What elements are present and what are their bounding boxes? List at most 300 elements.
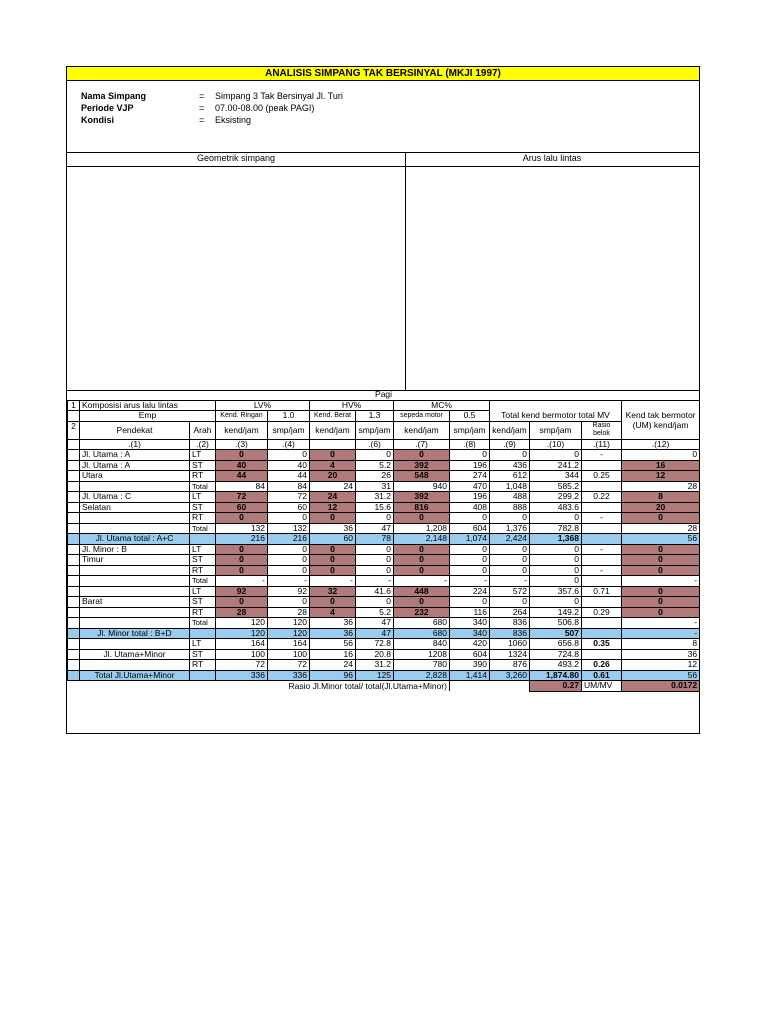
value-cell <box>582 576 622 587</box>
header-cell: 1 <box>68 400 80 411</box>
value-cell: - <box>394 576 450 587</box>
value-cell: 0 <box>356 544 394 555</box>
value-cell: 32 <box>310 586 356 597</box>
analysis-sheet <box>66 66 700 734</box>
header-cell: kend/jam <box>310 421 356 439</box>
table-row <box>68 534 700 545</box>
header-cell: 1.3 <box>356 411 394 422</box>
value-cell: 0 <box>268 513 310 524</box>
value-cell: 24 <box>310 481 356 492</box>
value-cell: 0 <box>216 565 268 576</box>
direction-cell: RT <box>190 513 216 524</box>
value-cell: 264 <box>490 607 530 618</box>
data-rows <box>68 450 700 681</box>
header-cell: Kend tak bermotor (UM) kend/jam <box>622 400 700 439</box>
value-cell: 483.6 <box>530 502 582 513</box>
row-index-cell <box>68 597 80 608</box>
value-cell: - <box>490 576 530 587</box>
value-cell: 96 <box>310 670 356 681</box>
value-cell: 0.35 <box>582 639 622 650</box>
row-index-cell <box>68 607 80 618</box>
direction-cell: LT <box>190 586 216 597</box>
value-cell: 0 <box>622 513 700 524</box>
row-index-cell <box>68 534 80 545</box>
header-cell: smp/jam <box>268 421 310 439</box>
value-cell: 28 <box>622 523 700 534</box>
value-cell: 604 <box>450 523 490 534</box>
value-cell: 16 <box>622 460 700 471</box>
value-cell: 0 <box>216 450 268 461</box>
value-cell: 0 <box>530 513 582 524</box>
value-cell: 470 <box>450 481 490 492</box>
direction-cell <box>190 534 216 545</box>
value-cell: 0.29 <box>582 607 622 618</box>
value-cell: 585.2 <box>530 481 582 492</box>
value-cell: 604 <box>450 649 490 660</box>
value-cell: 888 <box>490 502 530 513</box>
direction-cell: Total <box>190 576 216 587</box>
value-cell: 392 <box>394 460 450 471</box>
value-cell: 507 <box>530 628 582 639</box>
value-cell: 0 <box>394 450 450 461</box>
direction-cell: LT <box>190 492 216 503</box>
value-cell: 0 <box>268 555 310 566</box>
value-cell: 2,828 <box>394 670 450 681</box>
value-cell: 836 <box>490 628 530 639</box>
value-cell: 0 <box>216 544 268 555</box>
value-cell <box>582 555 622 566</box>
ratio-value: 0.27 <box>530 681 582 692</box>
direction-cell: RT <box>190 607 216 618</box>
info-eq: = <box>199 103 205 113</box>
value-cell: 40 <box>268 460 310 471</box>
direction-cell: Total <box>190 523 216 534</box>
value-cell: 1,048 <box>490 481 530 492</box>
value-cell: 0 <box>216 555 268 566</box>
value-cell: 216 <box>268 534 310 545</box>
value-cell: 92 <box>216 586 268 597</box>
value-cell: 299.2 <box>530 492 582 503</box>
info-value: Eksisting <box>215 115 252 125</box>
value-cell: 0 <box>394 513 450 524</box>
header-cell: .(3) <box>216 439 268 450</box>
ratio-unit: UM/MV <box>582 681 622 692</box>
row-index-cell <box>68 649 80 660</box>
value-cell: 232 <box>394 607 450 618</box>
approach-label <box>80 639 190 650</box>
approach-label: Barat <box>80 597 190 608</box>
value-cell: 340 <box>450 618 490 629</box>
value-cell: 72 <box>216 492 268 503</box>
value-cell <box>582 481 622 492</box>
row-index-cell <box>68 481 80 492</box>
value-cell: - <box>582 513 622 524</box>
table-row <box>68 460 700 471</box>
value-cell: 20 <box>622 502 700 513</box>
approach-label <box>80 565 190 576</box>
value-cell: 840 <box>394 639 450 650</box>
header-cell: Kend. Ringan <box>216 411 268 422</box>
header-cell <box>490 400 622 411</box>
value-cell <box>582 523 622 534</box>
value-cell: 0 <box>530 576 582 587</box>
value-cell: 0 <box>622 597 700 608</box>
header-cell <box>68 439 80 450</box>
approach-label: Jl. Utama+Minor <box>80 649 190 660</box>
info-value: Simpang 3 Tak Bersinyal Jl. Turi <box>215 91 343 101</box>
value-cell: 1324 <box>490 649 530 660</box>
table-row <box>68 492 700 503</box>
header-cell: .(7) <box>394 439 450 450</box>
value-cell <box>582 649 622 660</box>
header-row-3 <box>68 421 700 439</box>
value-cell: 132 <box>268 523 310 534</box>
row-index-cell <box>68 471 80 482</box>
value-cell: 0 <box>622 607 700 618</box>
value-cell <box>582 460 622 471</box>
value-cell: 0 <box>394 555 450 566</box>
value-cell: 100 <box>268 649 310 660</box>
value-cell: 572 <box>490 586 530 597</box>
value-cell: 0 <box>268 544 310 555</box>
value-cell: - <box>622 628 700 639</box>
value-cell: 1,368 <box>530 534 582 545</box>
value-cell <box>582 534 622 545</box>
value-cell: 132 <box>216 523 268 534</box>
direction-cell: RT <box>190 660 216 671</box>
approach-label: Jl. Utama : C <box>80 492 190 503</box>
value-cell: 2,424 <box>490 534 530 545</box>
header-cell: Arah <box>190 421 216 439</box>
row-index-cell <box>68 576 80 587</box>
approach-label <box>80 481 190 492</box>
approach-label <box>80 660 190 671</box>
header-cell: Rasio belok <box>582 421 622 439</box>
direction-cell: ST <box>190 649 216 660</box>
header-cell: HV% <box>310 400 394 411</box>
value-cell: 72 <box>268 660 310 671</box>
info-row-periode <box>81 102 343 114</box>
value-cell: 20 <box>310 471 356 482</box>
value-cell: 60 <box>216 502 268 513</box>
value-cell: 493.2 <box>530 660 582 671</box>
value-cell: 120 <box>268 618 310 629</box>
row-index-cell <box>68 565 80 576</box>
value-cell: 241.2 <box>530 460 582 471</box>
header-cell: Emp <box>80 411 216 422</box>
table-row <box>68 639 700 650</box>
geometry-panel-label: Geometrik simpang <box>196 153 276 163</box>
value-cell: 1208 <box>394 649 450 660</box>
sheet-title: ANALISIS SIMPANG TAK BERSINYAL (MKJI 1997) <box>67 67 699 81</box>
value-cell: 0 <box>394 544 450 555</box>
value-cell: 12 <box>622 471 700 482</box>
value-cell: 2,148 <box>394 534 450 545</box>
value-cell <box>582 618 622 629</box>
column-number-row <box>68 439 700 450</box>
value-cell: 336 <box>268 670 310 681</box>
value-cell: 0 <box>622 450 700 461</box>
value-cell: 0 <box>622 544 700 555</box>
value-cell: 56 <box>622 670 700 681</box>
value-cell: 92 <box>268 586 310 597</box>
value-cell: 0 <box>530 555 582 566</box>
value-cell: 36 <box>310 523 356 534</box>
row-index-cell <box>68 628 80 639</box>
value-cell: 0 <box>310 544 356 555</box>
direction-cell <box>190 670 216 681</box>
value-cell: - <box>356 576 394 587</box>
value-cell: 1,874.80 <box>530 670 582 681</box>
divider <box>67 166 699 167</box>
value-cell: 0 <box>622 555 700 566</box>
value-cell: 72.8 <box>356 639 394 650</box>
value-cell: 1060 <box>490 639 530 650</box>
value-cell: 816 <box>394 502 450 513</box>
table-row <box>68 618 700 629</box>
ratio-spacer <box>450 681 490 692</box>
value-cell: 836 <box>490 618 530 629</box>
header-cell: 0.5 <box>450 411 490 422</box>
table-row <box>68 513 700 524</box>
table-row <box>68 586 700 597</box>
direction-cell: ST <box>190 502 216 513</box>
value-cell: - <box>582 565 622 576</box>
header-cell: .(2) <box>190 439 216 450</box>
approach-label <box>80 576 190 587</box>
panel-separator <box>405 152 406 390</box>
value-cell: 56 <box>622 534 700 545</box>
value-cell: - <box>582 450 622 461</box>
value-cell: - <box>622 576 700 587</box>
value-cell: 0 <box>310 555 356 566</box>
value-cell: 680 <box>394 628 450 639</box>
value-cell: 4 <box>310 607 356 618</box>
header-cell: kend/jam <box>394 421 450 439</box>
value-cell: 120 <box>268 628 310 639</box>
row-index-cell <box>68 555 80 566</box>
approach-label: Jl. Utama : A <box>80 450 190 461</box>
header-cell: .(4) <box>268 439 310 450</box>
value-cell: 0 <box>356 565 394 576</box>
table-row <box>68 544 700 555</box>
value-cell: 0.61 <box>582 670 622 681</box>
value-cell: 940 <box>394 481 450 492</box>
traffic-composition-table <box>67 390 700 692</box>
header-cell: .(8) <box>450 439 490 450</box>
value-cell: 0 <box>394 597 450 608</box>
table-row <box>68 628 700 639</box>
value-cell: 0 <box>622 586 700 597</box>
value-cell: 0.26 <box>582 660 622 671</box>
value-cell: 0 <box>394 565 450 576</box>
direction-cell: Total <box>190 481 216 492</box>
direction-cell: LT <box>190 639 216 650</box>
value-cell: 0 <box>490 565 530 576</box>
approach-label: Jl. Minor total : B+D <box>80 628 190 639</box>
value-cell: 100 <box>216 649 268 660</box>
ratio-row <box>68 681 700 692</box>
value-cell: 36 <box>310 628 356 639</box>
table-row <box>68 649 700 660</box>
table-row <box>68 576 700 587</box>
value-cell: 3,260 <box>490 670 530 681</box>
direction-cell: RT <box>190 471 216 482</box>
header-cell: .(6) <box>356 439 394 450</box>
value-cell: 31.2 <box>356 660 394 671</box>
value-cell: 0.25 <box>582 471 622 482</box>
value-cell: - <box>310 576 356 587</box>
value-cell <box>582 597 622 608</box>
value-cell: 1,074 <box>450 534 490 545</box>
table-row <box>68 565 700 576</box>
value-cell: 5.2 <box>356 460 394 471</box>
header-cell: sepeda motor <box>394 411 450 422</box>
row-index-cell <box>68 523 80 534</box>
approach-label: Jl. Utama : A <box>80 460 190 471</box>
header-cell: smp/jam <box>530 421 582 439</box>
info-value: 07.00-08.00 (peak PAGI) <box>215 103 315 113</box>
info-block <box>81 90 343 126</box>
value-cell: 28 <box>622 481 700 492</box>
value-cell: 149.2 <box>530 607 582 618</box>
value-cell: 0 <box>450 450 490 461</box>
info-row-nama <box>81 90 343 102</box>
value-cell: 24 <box>310 492 356 503</box>
info-eq: = <box>199 115 205 125</box>
value-cell: 0 <box>310 450 356 461</box>
value-cell: 340 <box>450 628 490 639</box>
header-cell: smp/jam <box>450 421 490 439</box>
value-cell: 0 <box>450 565 490 576</box>
ratio-um: 0.0172 <box>622 681 700 692</box>
value-cell: 0 <box>216 513 268 524</box>
row-index-cell <box>68 544 80 555</box>
value-cell: 392 <box>394 492 450 503</box>
value-cell: 20.8 <box>356 649 394 660</box>
header-row-1 <box>68 400 700 411</box>
row-index-cell <box>68 492 80 503</box>
table-row <box>68 523 700 534</box>
value-cell: 612 <box>490 471 530 482</box>
value-cell: 60 <box>310 534 356 545</box>
value-cell: 216 <box>216 534 268 545</box>
value-cell: 72 <box>268 492 310 503</box>
value-cell: 224 <box>450 586 490 597</box>
value-cell: 0 <box>450 597 490 608</box>
value-cell: 8 <box>622 639 700 650</box>
row-index-cell <box>68 450 80 461</box>
value-cell: 4 <box>310 460 356 471</box>
value-cell: 16 <box>310 649 356 660</box>
ratio-label: Rasio Jl.Minor total/ total(Jl.Utama+Minor) <box>68 681 450 692</box>
approach-label: Jl. Minor : B <box>80 544 190 555</box>
approach-label <box>80 586 190 597</box>
period-label: Pagi <box>375 390 393 400</box>
value-cell: 782.8 <box>530 523 582 534</box>
value-cell: 60 <box>268 502 310 513</box>
value-cell: 488 <box>490 492 530 503</box>
value-cell: 0.71 <box>582 586 622 597</box>
approach-label <box>80 607 190 618</box>
value-cell: 408 <box>450 502 490 513</box>
row-index-cell <box>68 460 80 471</box>
value-cell: 196 <box>450 492 490 503</box>
value-cell <box>582 628 622 639</box>
value-cell: 656.8 <box>530 639 582 650</box>
header-cell: LV% <box>216 400 310 411</box>
header-cell: .(1) <box>80 439 190 450</box>
value-cell: 436 <box>490 460 530 471</box>
direction-cell: LT <box>190 450 216 461</box>
value-cell: 8 <box>622 492 700 503</box>
row-index-cell <box>68 670 80 681</box>
value-cell: 0 <box>356 513 394 524</box>
value-cell: - <box>622 618 700 629</box>
value-cell: 125 <box>356 670 394 681</box>
header-cell: .(9) <box>490 439 530 450</box>
value-cell: 78 <box>356 534 394 545</box>
table-row <box>68 660 700 671</box>
value-cell: 876 <box>490 660 530 671</box>
value-cell: 28 <box>268 607 310 618</box>
value-cell: 357.6 <box>530 586 582 597</box>
approach-label: Selatan <box>80 502 190 513</box>
header-cell: 1.0 <box>268 411 310 422</box>
approach-label <box>80 618 190 629</box>
value-cell: 0 <box>356 597 394 608</box>
table-row <box>68 597 700 608</box>
value-cell: 24 <box>310 660 356 671</box>
value-cell: 84 <box>216 481 268 492</box>
value-cell: 0 <box>490 544 530 555</box>
value-cell: 0 <box>530 597 582 608</box>
table-row <box>68 481 700 492</box>
value-cell: - <box>450 576 490 587</box>
value-cell: 5.2 <box>356 607 394 618</box>
header-cell: Pendekat <box>80 421 190 439</box>
header-cell <box>68 411 80 422</box>
header-cell: smp/jam <box>356 421 394 439</box>
value-cell: 0 <box>450 555 490 566</box>
value-cell: 0 <box>530 450 582 461</box>
approach-label <box>80 513 190 524</box>
value-cell: 28 <box>216 607 268 618</box>
value-cell: 0 <box>490 555 530 566</box>
value-cell: 164 <box>268 639 310 650</box>
approach-label: Jl. Utama total : A+C <box>80 534 190 545</box>
value-cell: 0 <box>268 597 310 608</box>
direction-cell: ST <box>190 460 216 471</box>
value-cell: 164 <box>216 639 268 650</box>
table-row <box>68 670 700 681</box>
header-cell: 2 <box>68 421 80 439</box>
value-cell: 15.6 <box>356 502 394 513</box>
value-cell: 0 <box>490 597 530 608</box>
value-cell: 0 <box>490 513 530 524</box>
value-cell: 336 <box>216 670 268 681</box>
header-cell <box>310 439 356 450</box>
value-cell: 40 <box>216 460 268 471</box>
value-cell: 120 <box>216 618 268 629</box>
value-cell: 0 <box>530 544 582 555</box>
direction-cell: RT <box>190 565 216 576</box>
value-cell: 0 <box>216 597 268 608</box>
table-row <box>68 555 700 566</box>
value-cell: 724.8 <box>530 649 582 660</box>
table-row <box>68 450 700 461</box>
header-cell: .(10) <box>530 439 582 450</box>
